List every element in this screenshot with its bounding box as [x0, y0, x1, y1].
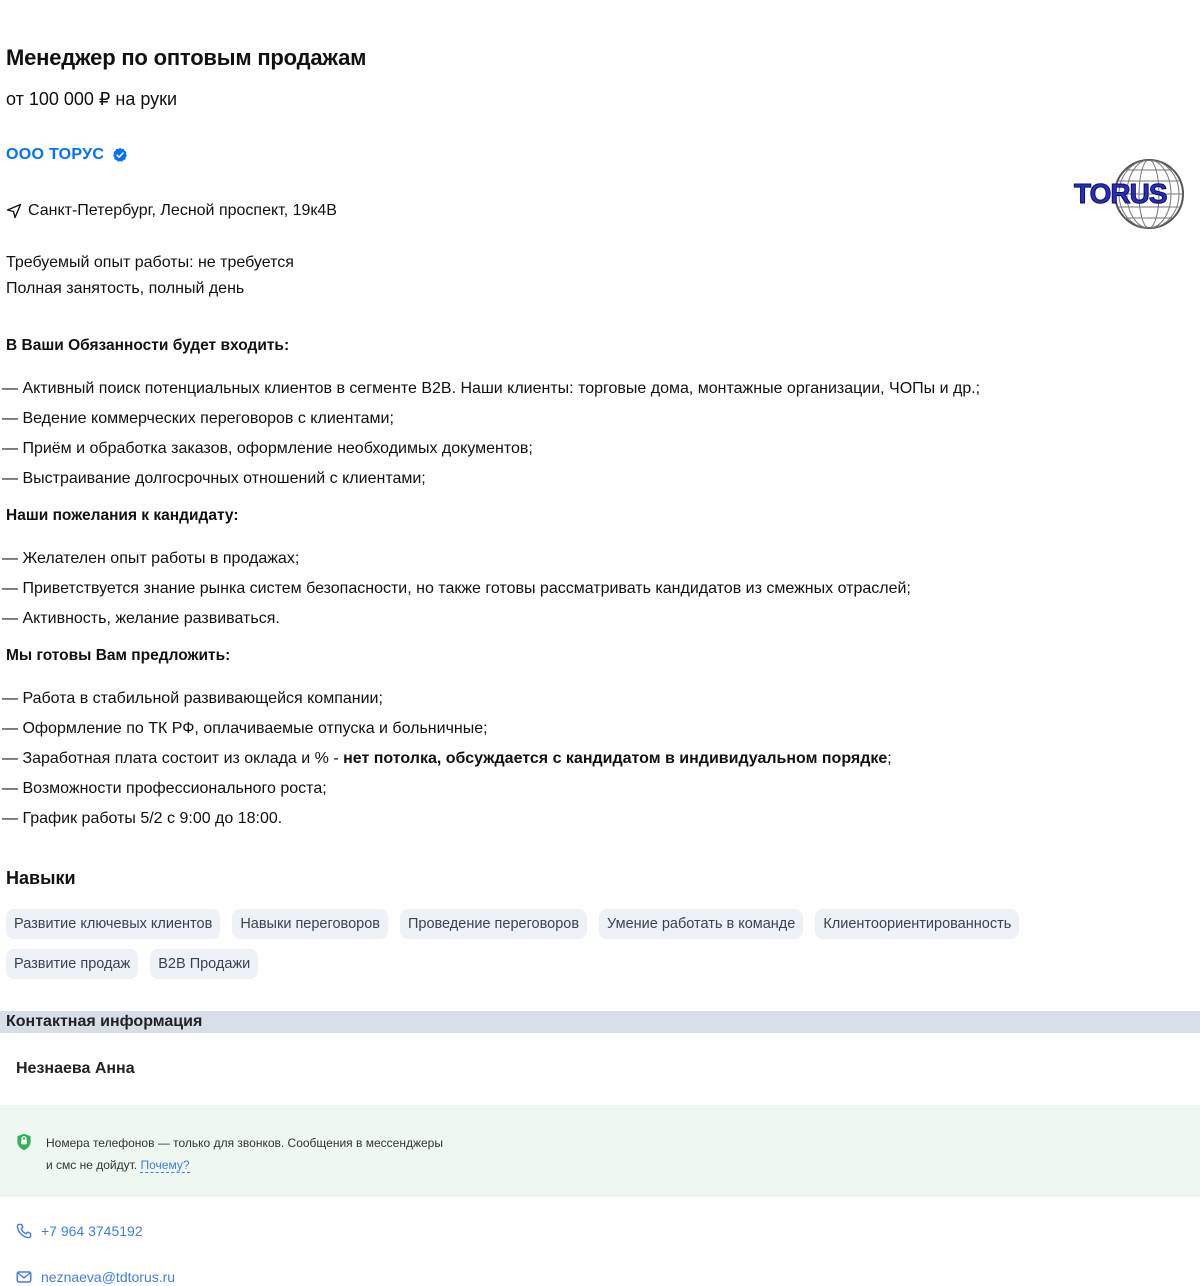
skill-tag: Развитие ключевых клиентов [6, 909, 220, 939]
employment: Полная занятость, полный день [6, 280, 245, 297]
notice-line-2: и смс не дойдут. [46, 1158, 138, 1172]
duties-title: В Ваши Обязанности будет входить: [6, 337, 290, 354]
salary-bold: нет потолка, обсуждается с кандидатом в индивидуальном порядке [343, 750, 888, 767]
salary: от 100 000 ₽ на руки [6, 89, 178, 109]
why-link[interactable]: Почему? [140, 1158, 190, 1172]
list-item: — Возможности профессионального роста; [2, 780, 327, 797]
wishes-title: Наши пожелания к кандидату: [6, 507, 239, 524]
notice-text [46, 1132, 443, 1176]
list-item: — Ведение коммерческих переговоров с клиентами; [2, 410, 394, 427]
location-arrow-icon [6, 203, 22, 219]
vacancy-description [2, 334, 1196, 844]
address-text: Санкт-Петербург, Лесной проспект, 19к4В [28, 202, 337, 219]
skill-tag: Клиентоориентированность [815, 909, 1019, 939]
contact-name: Незнаева Анна [16, 1060, 135, 1077]
company [6, 146, 128, 164]
list-item: — Приём и обработка заказов, оформление необходимых документов; [2, 440, 533, 457]
list-item: — График работы 5/2 с 9:00 до 18:00. [2, 810, 283, 827]
offer-section [2, 644, 1196, 834]
list-item: — Оформление по ТК РФ, оплачиваемые отпуска и больничные; [2, 720, 488, 737]
salary-prefix: — Заработная плата состоит из оклада и % - [2, 750, 344, 767]
company-link[interactable]: ООО ТОРУС [6, 146, 105, 163]
skill-tag: Умение работать в команде [599, 909, 803, 939]
skills-title: Навыки [6, 868, 76, 888]
messenger-notice [0, 1105, 1200, 1197]
notice-line-1: Номера телефонов — только для звонков. Сообщения в мессенджеры [46, 1136, 443, 1150]
salary-suffix: ; [887, 750, 892, 767]
list-item: — Активность, желание развиваться. [2, 610, 280, 627]
list-item: — Приветствуется знание рынка систем безопасности, но также готовы рассматривать кандидатов из смежных отраслей; [2, 580, 911, 597]
skill-tag: Развитие продаж [6, 949, 138, 979]
skill-tag: Проведение переговоров [400, 909, 587, 939]
skills-list [6, 909, 1106, 979]
phone-row [16, 1223, 143, 1239]
list-item: — Активный поиск потенциальных клиентов в сегменте B2B. Наши клиенты: торговые дома, монтажные организации, ЧОПы и др.; [2, 380, 981, 397]
company-logo [1072, 156, 1184, 232]
mail-icon [16, 1269, 32, 1285]
list-item: — Выстраивание долгосрочных отношений с клиентами; [2, 470, 426, 487]
address [6, 202, 337, 220]
vacancy-title: Менеджер по оптовым продажам [6, 45, 367, 70]
email-row [16, 1269, 175, 1285]
phone-icon [16, 1223, 32, 1239]
shield-icon [16, 1133, 32, 1151]
experience: Требуемый опыт работы: не требуется [6, 254, 294, 271]
skill-tag: Навыки переговоров [232, 909, 388, 939]
phone-link[interactable]: +7 964 3745192 [41, 1223, 143, 1239]
wishes-section [2, 504, 1196, 634]
skill-tag: B2B Продажи [150, 949, 258, 979]
duties-section [2, 334, 1196, 494]
job-meta [6, 250, 294, 302]
logo-text: TORUS [1074, 178, 1167, 209]
list-item: — Желателен опыт работы в продажах; [2, 550, 300, 567]
contact-header: Контактная информация [0, 1011, 1200, 1033]
list-item-salary [2, 744, 1196, 774]
offer-title: Мы готовы Вам предложить: [6, 647, 231, 664]
list-item: — Работа в стабильной развивающейся компании; [2, 690, 383, 707]
verified-check-icon [112, 147, 128, 163]
email-link[interactable]: neznaeva@tdtorus.ru [41, 1269, 176, 1285]
